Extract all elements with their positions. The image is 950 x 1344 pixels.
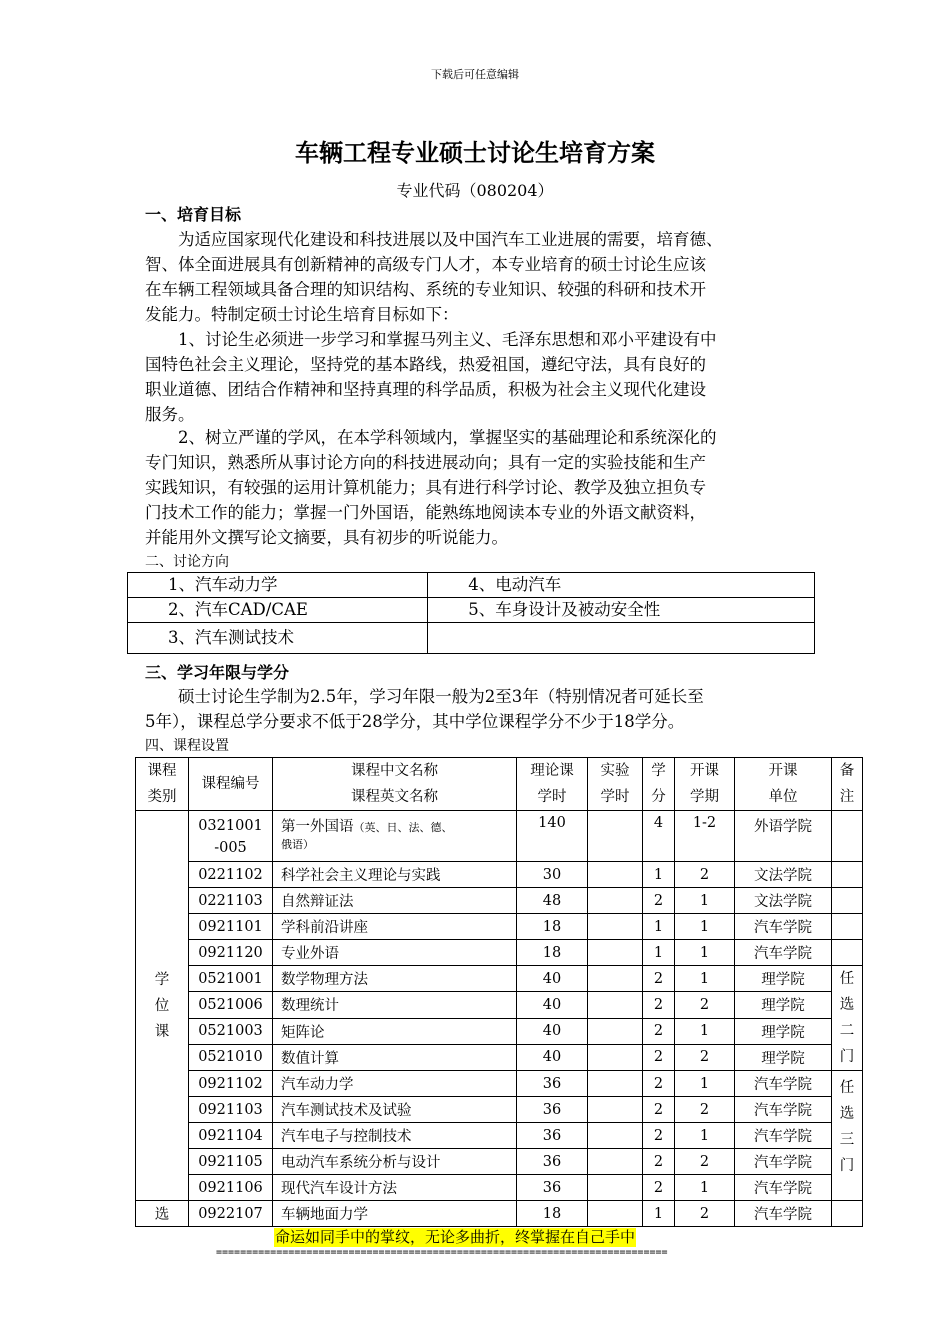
course-semester: 1 [675,940,735,966]
text-line: 5年），课程总学分要求不低于28学分，其中学位课程学分不少于18学分。 [145,712,685,731]
course-lab-hours [588,1149,643,1175]
course-semester: 2 [675,862,735,888]
text-line: 实践知识，有较强的运用计算机能力；具有进行科学讨论、教学及独立担负专 [145,478,706,497]
course-theory-hours: 18 [517,1201,588,1227]
header-lab-hours: 实验 学时 [588,758,643,811]
course-code: 0921102 [189,1071,273,1097]
course-lab-hours [588,1175,643,1201]
course-name: 汽车电子与控制技术 [273,1123,517,1149]
course-code: 0221102 [189,862,273,888]
table-row [136,1123,863,1149]
direction-cell: 4、电动汽车 [428,573,815,598]
course-name: 科学社会主义理论与实践 [273,862,517,888]
course-credits: 2 [643,888,675,914]
course-credits: 1 [643,1201,675,1227]
course-name: 数值计算 [273,1044,517,1070]
course-remark [832,862,863,888]
course-remark [832,1201,863,1227]
course-unit: 汽车学院 [735,1175,832,1201]
course-theory-hours: 36 [517,1097,588,1123]
direction-cell: 3、汽车测试技术 [128,623,428,654]
course-lab-hours [588,1018,643,1044]
course-unit: 理学院 [735,966,832,992]
table-header-row [136,758,863,811]
course-credits: 2 [643,1175,675,1201]
course-lab-hours [588,940,643,966]
section-heading-courses: 四、课程设置 [145,738,229,754]
text-line: 2、树立严谨的学风，在本学科领域内，掌握坚实的基础理论和系统深化的 [178,428,717,447]
table-row [136,1018,863,1044]
course-name: 矩阵论 [273,1018,517,1044]
course-lab-hours [588,1201,643,1227]
course-semester: 2 [675,1097,735,1123]
header-remark: 备 注 [832,758,863,811]
section-heading-goals: 一、培育目标 [145,205,242,224]
course-unit: 汽车学院 [735,1071,832,1097]
course-code: 0921103 [189,1097,273,1123]
table-row [128,598,815,623]
course-theory-hours: 18 [517,914,588,940]
header-credits: 学 分 [643,758,675,811]
course-code: 0921101 [189,914,273,940]
course-name: 专业外语 [273,940,517,966]
text-line: 硕士讨论生学制为2.5年，学习年限一般为2至3年（特别情况者可延长至 [178,687,704,706]
footer-motto: 命运如同手中的掌纹，无论多曲折，终掌握在自己手中 [275,1228,636,1246]
course-unit: 理学院 [735,992,832,1018]
course-name: 电动汽车系统分析与设计 [273,1149,517,1175]
text-line: 智、体全面进展具有创新精神的高级专门人才，本专业培育的硕士讨论生应该 [145,255,706,274]
course-semester: 1 [675,1071,735,1097]
header-theory-hours: 理论课 学时 [517,758,588,811]
category-degree-courses: 学 位 课 [136,811,189,1201]
goals-paragraph-1 [145,327,825,427]
course-table [135,757,863,1227]
course-credits: 2 [643,992,675,1018]
table-row [136,862,863,888]
course-theory-hours: 140 [517,811,588,862]
course-unit: 理学院 [735,1044,832,1070]
course-name: 现代汽车设计方法 [273,1175,517,1201]
table-row [128,573,815,598]
table-row [136,1175,863,1201]
course-theory-hours: 36 [517,1175,588,1201]
course-theory-hours: 36 [517,1149,588,1175]
course-lab-hours [588,1097,643,1123]
header-semester: 开课 学期 [675,758,735,811]
header-code: 课程编号 [189,758,273,811]
table-row [136,1071,863,1097]
text-line: 门技术工作的能力；掌握一门外国语，能熟练地阅读本专业的外语文献资料， [145,503,706,522]
text-line: 服务。 [145,405,195,424]
course-code: 0521006 [189,992,273,1018]
course-credits: 4 [643,811,675,862]
course-theory-hours: 40 [517,1018,588,1044]
header-category: 课程 类别 [136,758,189,811]
text-line: 专门知识，熟悉所从事讨论方向的科技进展动向；具有一定的实验技能和生产 [145,453,706,472]
remark-choose-two: 任 选 二 门 [832,966,863,1071]
section-heading-duration: 三、学习年限与学分 [145,663,290,682]
text-line: 在车辆工程领域具备合理的知识结构、系统的专业知识、较强的科研和技术开 [145,280,706,299]
header-note: 下载后可任意编辑 [431,68,519,81]
section-heading-directions: 二、讨论方向 [145,554,229,570]
course-code: 0521003 [189,1018,273,1044]
course-unit: 理学院 [735,1018,832,1044]
course-unit: 外语学院 [735,811,832,862]
direction-cell [428,623,815,654]
course-unit: 文法学院 [735,862,832,888]
text-line: 并能用外文撰写论文摘要，具有初步的听说能力。 [145,528,508,547]
header-name: 课程中文名称 课程英文名称 [273,758,517,811]
text-line: 1、讨论生必须进一步学习和掌握马列主义、毛泽东思想和邓小平建设有中 [178,330,717,349]
course-credits: 2 [643,1044,675,1070]
course-remark [832,888,863,914]
course-unit: 汽车学院 [735,940,832,966]
course-theory-hours: 40 [517,992,588,1018]
course-lab-hours [588,914,643,940]
course-code: 0221103 [189,888,273,914]
course-name: 汽车动力学 [273,1071,517,1097]
course-code: 0921120 [189,940,273,966]
direction-cell: 5、车身设计及被动安全性 [428,598,815,623]
course-code: 0521010 [189,1044,273,1070]
table-row [136,914,863,940]
course-theory-hours: 30 [517,862,588,888]
course-credits: 1 [643,914,675,940]
goals-paragraph-2 [145,425,825,550]
course-name: 自然辩证法 [273,888,517,914]
course-unit: 汽车学院 [735,1097,832,1123]
course-semester: 2 [675,1149,735,1175]
remark-choose-three: 任 选 三 门 [832,1071,863,1201]
table-row [136,1097,863,1123]
course-semester: 1 [675,1123,735,1149]
course-semester: 1 [675,1175,735,1201]
header-unit: 开课 单位 [735,758,832,811]
text-line: 国特色社会主义理论，坚持党的基本路线，热爱祖国，遵纪守法，具有良好的 [145,355,706,374]
course-credits: 1 [643,940,675,966]
course-code: 0521001 [189,966,273,992]
table-row [136,1149,863,1175]
course-name: 车辆地面力学 [273,1201,517,1227]
course-credits: 2 [643,1149,675,1175]
course-unit: 文法学院 [735,888,832,914]
course-lab-hours [588,1044,643,1070]
course-lab-hours [588,1071,643,1097]
course-credits: 2 [643,1097,675,1123]
course-theory-hours: 36 [517,1071,588,1097]
course-semester: 1 [675,1018,735,1044]
course-theory-hours: 48 [517,888,588,914]
course-lab-hours [588,966,643,992]
course-name: 汽车测试技术及试验 [273,1097,517,1123]
course-remark [832,940,863,966]
course-name: 数学物理方法 [273,966,517,992]
course-lab-hours [588,862,643,888]
course-credits: 1 [643,862,675,888]
course-code: 0921105 [189,1149,273,1175]
course-code: 0921104 [189,1123,273,1149]
category-elective-courses: 选 [136,1201,189,1227]
course-lab-hours [588,1123,643,1149]
duration-paragraph [145,684,825,734]
course-semester: 2 [675,1044,735,1070]
course-theory-hours: 36 [517,1123,588,1149]
table-row [136,940,863,966]
course-remark [832,811,863,862]
course-credits: 2 [643,1018,675,1044]
table-row [128,623,815,654]
course-credits: 2 [643,966,675,992]
course-name: 第一外国语（英、日、法、德、 俄语） [273,811,517,862]
course-theory-hours: 40 [517,966,588,992]
course-lab-hours [588,992,643,1018]
course-theory-hours: 40 [517,1044,588,1070]
course-theory-hours: 18 [517,940,588,966]
course-lab-hours [588,888,643,914]
major-code: 专业代码（080204） [396,181,554,200]
course-semester: 1-2 [675,811,735,862]
table-row [136,992,863,1018]
text-line: 发能力。特制定硕士讨论生培育目标如下： [145,305,459,324]
footer-separator: =========================================================================== [216,1247,668,1258]
direction-cell: 1、汽车动力学 [128,573,428,598]
course-semester: 1 [675,888,735,914]
course-code: 0922107 [189,1201,273,1227]
course-code: 0321001 -005 [189,811,273,862]
course-semester: 2 [675,1201,735,1227]
course-unit: 汽车学院 [735,1123,832,1149]
table-row [136,811,863,862]
course-semester: 1 [675,966,735,992]
course-lab-hours [588,811,643,862]
course-credits: 2 [643,1123,675,1149]
text-line: 为适应国家现代化建设和科技进展以及中国汽车工业进展的需要，培育德、 [178,230,723,249]
research-directions-table [127,572,815,654]
table-row [136,888,863,914]
course-remark [832,914,863,940]
course-unit: 汽车学院 [735,914,832,940]
text-line: 职业道德、团结合作精神和坚持真理的科学品质，积极为社会主义现代化建设 [145,380,706,399]
course-code: 0921106 [189,1175,273,1201]
course-semester: 1 [675,914,735,940]
table-row [136,966,863,992]
table-row [136,1201,863,1227]
page-title: 车辆工程专业硕士讨论生培育方案 [295,139,655,167]
course-unit: 汽车学院 [735,1149,832,1175]
direction-cell: 2、汽车CAD/CAE [128,598,428,623]
course-semester: 2 [675,992,735,1018]
course-unit: 汽车学院 [735,1201,832,1227]
table-row [136,1044,863,1070]
course-credits: 2 [643,1071,675,1097]
course-name: 学科前沿讲座 [273,914,517,940]
goals-paragraph-intro [145,227,825,327]
course-name: 数理统计 [273,992,517,1018]
